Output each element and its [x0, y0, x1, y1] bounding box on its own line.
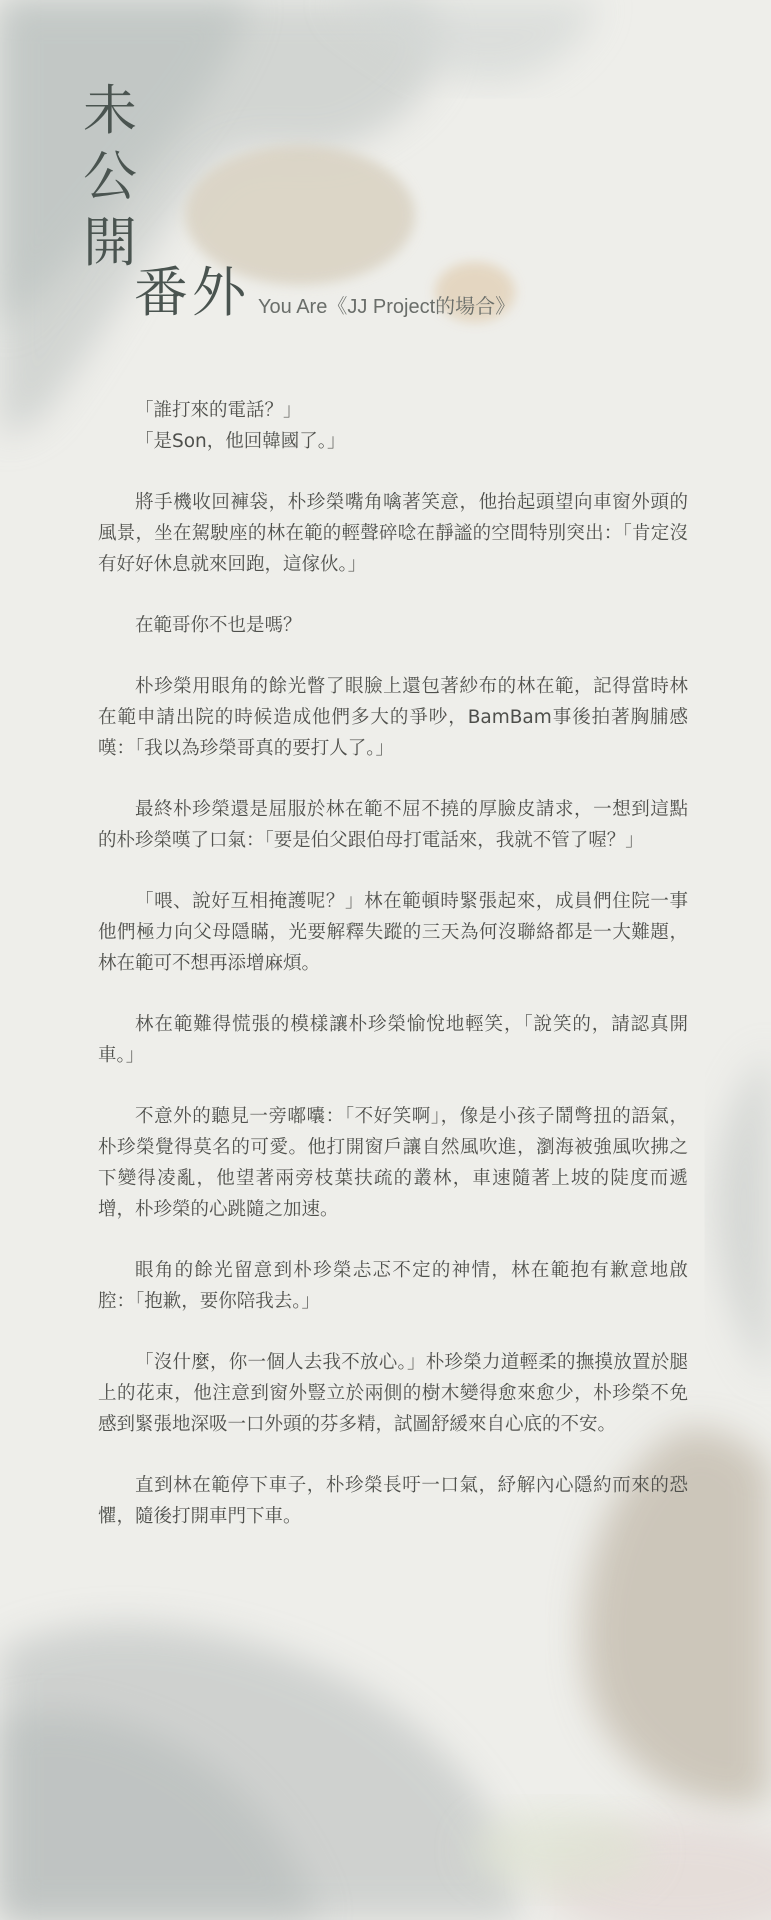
title-vertical: [80, 78, 140, 276]
paragraph: 林在範難得慌張的模樣讓朴珍榮愉悅地輕笑，「說笑的，請認真開車。」: [98, 1014, 688, 1066]
paragraph: 「喂、說好互相掩護呢？」林在範頓時緊張起來，成員們住院一事他們極力向父母隱瞞，光要解釋失蹤的三天為何沒聯絡都是一大難題，林在範可不想再添增麻煩。: [98, 891, 688, 974]
paragraph: 最終朴珍榮還是屈服於林在範不屈不撓的厚臉皮請求，一想到這點的朴珍榮嘆了口氣：「要是伯父跟伯母打電話來，我就不管了喔？」: [98, 799, 688, 851]
paragraph: 眼角的餘光留意到朴珍榮忐忑不定的神情，林在範抱有歉意地啟腔：「抱歉，要你陪我去。」: [98, 1260, 688, 1312]
paragraph: 「誰打來的電話？」: [135, 400, 302, 421]
paragraph: 「沒什麼，你一個人去我不放心。」朴珍榮力道輕柔的撫摸放置於腿上的花束，他注意到窗外豎立於兩側的樹木變得愈來愈少，朴珍榮不免感到緊張地深吸一口外頭的芬多精，試圖舒緩來自心底的不安。: [98, 1352, 688, 1435]
paragraph: 「是Son，他回韓國了。」: [135, 431, 346, 452]
paragraph: 在範哥你不也是嗎？: [135, 615, 302, 636]
paragraph: 將手機收回褲袋，朴珍榮嘴角噙著笑意，他抬起頭望向車窗外頭的風景，坐在駕駛座的林在範的輕聲碎唸在靜謐的空間特別突出：「肯定沒有好好休息就來回跑，這傢伙。」: [98, 492, 688, 575]
paragraph: 不意外的聽見一旁嘟囔：「不好笑啊」，像是小孩子鬧彆扭的語氣，朴珍榮覺得莫名的可愛。他打開窗戶讓自然風吹進，瀏海被強風吹拂之下變得凌亂，他望著兩旁枝葉扶疏的叢林，車速隨著上坡的陡度而遞增，朴珍榮的心跳隨之加速。: [98, 1106, 688, 1220]
title-char: 公: [83, 145, 137, 208]
subtitle: You Are《JJ Project的場合》: [258, 296, 516, 318]
paragraph: 直到林在範停下車子，朴珍榮長吁一口氣，紓解內心隱約而來的恐懼，隨後打開車門下車。: [98, 1475, 688, 1527]
title-horizontal: 番外: [134, 261, 250, 324]
paragraph: 朴珍榮用眼角的餘光瞥了眼臉上還包著紗布的林在範，記得當時林在範申請出院的時候造成他們多大的爭吵，BamBam事後拍著胸脯感嘆：「我以為珍榮哥真的要打人了。」: [98, 676, 688, 759]
story-body: [98, 395, 688, 1562]
title-char: 開: [83, 211, 137, 274]
title-char: 未: [83, 79, 137, 142]
